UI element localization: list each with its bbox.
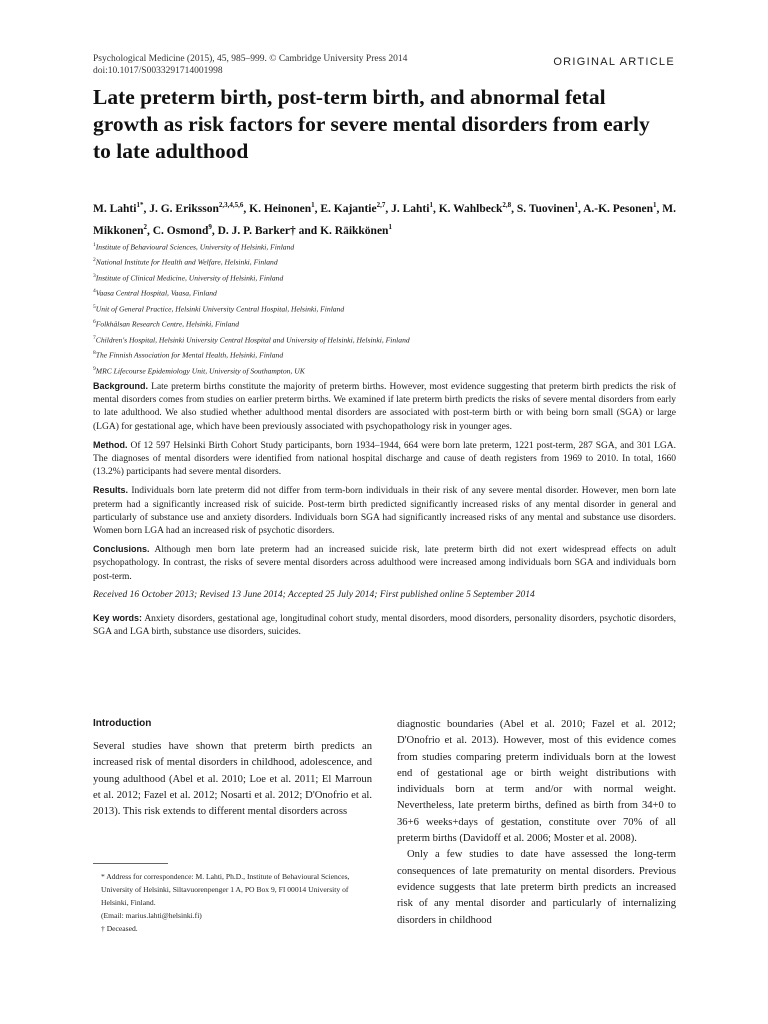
results-heading: Results. <box>93 485 129 496</box>
journal-citation <box>93 53 407 77</box>
body-column-left <box>93 717 372 820</box>
author-name: M. Mikkonen <box>93 202 677 237</box>
body-column-right <box>397 717 676 929</box>
affiliation-item <box>93 332 693 347</box>
author-affiliation-sup: 1* <box>136 201 144 209</box>
author-name: K. Wahlbeck <box>438 202 503 215</box>
author-name: K. Heinonen <box>249 202 312 215</box>
affiliation-number: 8 <box>93 350 96 357</box>
introduction-heading: Introduction <box>93 718 152 729</box>
affiliation-number: 3 <box>93 272 96 279</box>
author-affiliation-sup: 2,3,4,5,6 <box>218 201 244 209</box>
author-affiliation-sup: 1 <box>429 201 433 209</box>
author-affiliation-sup: 2 <box>143 222 147 231</box>
article-type-label: ORIGINAL ARTICLE <box>553 56 675 68</box>
intro-paragraph-2: Only a few studies to date have assessed the long-term consequences of late prematurity on mental disorders. Previous evidence suggests that late preterm birth predicts an increased risk of any mental disorder and particularly of internalizing disorders in childhood <box>397 849 676 926</box>
method-text: Of 12 597 Helsinki Birth Cohort Study participants, born 1934–1944, 664 were born late preterm, 1221 post-term, 287 SGA, and 301 LGA. The diagnoses of mental disorders were identified from national hospital discharge and cause of death registers from 1969 to 2010. In total, 1660 (13.2%) participants had severe mental disorders. <box>93 440 676 478</box>
conclusions-text: Although men born late preterm had an increased suicide risk, late preterm birth did not exert widespread effects on adult psychopathology. In contrast, the risks of severe mental disorders across adulthood were increased among individuals born SGA and individuals born post-term. <box>93 545 676 582</box>
abstract-background <box>93 380 676 434</box>
received-dates: Received 16 October 2013; Revised 13 June 2014; Accepted 25 July 2014; First published online 5 September 2014 <box>93 589 535 600</box>
author-affiliation-sup: 1 <box>311 201 315 209</box>
affiliation-text: Folkhälsan Research Centre, Helsinki, Finland <box>95 319 240 329</box>
abstract-results <box>93 484 676 538</box>
affiliation-number: 9 <box>93 365 96 372</box>
affiliation-text: The Finnish Association for Mental Health, Helsinki, Finland <box>95 350 284 360</box>
author-name: E. Kajantie <box>320 202 377 215</box>
author-name: J. G. Eriksson <box>149 202 219 215</box>
author-affiliation-sup: 9 <box>208 222 212 231</box>
affiliation-text: MRC Lifecourse Epidemiology Unit, University of Southampton, UK <box>95 366 305 376</box>
abstract-method <box>93 439 676 480</box>
affiliation-number: 7 <box>93 334 96 341</box>
author-name: M. Lahti <box>93 202 137 215</box>
affiliation-text: Institute of Behavioural Sciences, University of Helsinki, Finland <box>95 242 295 252</box>
author-name: J. Lahti <box>391 202 430 215</box>
affiliation-number: 5 <box>93 303 96 310</box>
abstract <box>93 380 676 644</box>
keywords-heading: Key words: <box>93 613 142 624</box>
intro-paragraph-1-cont: diagnostic boundaries (Abel et al. 2010; Fazel et al. 2012; D'Onofrio et al. 2013). However, most of this evidence comes from studies comparing preterm individuals born at the lowest end of gestational age or birth weight distributions with individuals born at term and/or with normal weight. Nevertheless, late preterm births, defined as birth from 34+0 to 36+6 weeks+days of gestation, constitute over 70% of all preterm births (Davidoff et al. 2006; Moster et al. 2008). <box>397 719 676 845</box>
article-title: Late preterm birth, post-term birth, and abnormal fetal growth as risk factors for severe mental disorders from early to late adulthood <box>93 85 650 163</box>
affiliation-text: Unit of General Practice, Helsinki University Central Hospital, Helsinki, Finland <box>95 304 345 314</box>
footnote-divider <box>93 863 168 864</box>
author-name: D. J. P. Barker† <box>217 224 296 237</box>
affiliation-text: National Institute for Health and Welfare, Helsinki, Finland <box>95 257 278 267</box>
affiliation-item <box>93 316 693 331</box>
keywords-text: Anxiety disorders, gestational age, longitudinal cohort study, mental disorders, mood disorders, personality disorders, psychotic disorders, SGA and LGA birth, substance use disorders, suicides. <box>93 614 677 638</box>
footnotes <box>93 870 372 935</box>
author-list: M. Lahti$^{1*}$, J. G. Eriksson$^{2,3,4,5,6}$, K. Heinonen$^1$, E. Kajantie$^{2,7}$, J. Lahti$^1$, K. Wahlbeck$^{2,8}$, S. Tuovinen$^1$, A.-K. Pesonen$^1$, M. Mikkonen$^2$, C. Osmond$^9$, D. J. P. Barker† and K. Räikkönen$^1$ <box>93 201 677 237</box>
conclusions-heading: Conclusions. <box>93 544 150 555</box>
affiliation-text: Institute of Clinical Medicine, University of Helsinki, Finland <box>95 273 284 283</box>
background-heading: Background. <box>93 381 149 391</box>
keywords <box>93 612 676 639</box>
affiliation-text: Children's Hospital, Helsinki University Central Hospital and University of Helsinki, Helsinki, Finland <box>95 335 410 345</box>
abstract-conclusions <box>93 543 676 584</box>
author-name: K. Räikkönen <box>320 224 389 237</box>
affiliation-number: 2 <box>93 257 96 264</box>
affiliation-item <box>93 239 693 254</box>
background-text: Late preterm births constitute the majority of preterm births. However, most evidence suggesting that preterm birth predicts the risk of mental disorders comes from studies on earlier preterm births. We examined if late preterm birth predicts the risks of severe mental disorders from early to late adulthood. We also studied whether adulthood mental disorders are associated with post-term birth or with being born small (SGA) or large (LGA) for gestational age, which have been previously associated with psychopathology risk in younger ages. <box>93 382 676 432</box>
affiliation-list <box>93 239 693 378</box>
affiliation-item <box>93 363 693 378</box>
email-note: (Email: marius.lahti@helsinki.fi) <box>101 911 202 921</box>
author-affiliation-sup: 1 <box>388 222 392 231</box>
author-name: C. Osmond <box>152 224 209 237</box>
affiliation-number: 1 <box>93 242 96 248</box>
doi: doi:10.1017/S0033291714001998 <box>93 66 223 76</box>
intro-paragraph-1: Several studies have shown that preterm birth predicts an increased risk of mental disorders in childhood, adolescence, and young adulthood (Abel et al. 2010; Loe et al. 2011; El Marroun et al. 2012; Fazel et al. 2012; Nosarti et al. 2012; D'Onofrio et al. 2013). This risk extends to different mental disorders across <box>93 741 372 818</box>
affiliation-number: 4 <box>93 288 96 295</box>
author-affiliation-sup: 1 <box>653 201 657 209</box>
affiliation-number: 6 <box>93 319 96 326</box>
results-text: Individuals born late preterm did not differ from term-born individuals in their risk of any severe mental disorder. However, men born late preterm had a significantly increased risk of suicide. Post-term birth predicted significantly increased risks of any mental disorder in general and particularly of substance use and anxiety disorders. Individuals born SGA had significantly increased risks of any mental and substance use disorders. Women born LGA had an increased risk of psychotic disorders. <box>93 486 677 537</box>
affiliation-item <box>93 254 693 269</box>
author-affiliation-sup: 2,7 <box>376 201 386 209</box>
author-name: A.-K. Pesonen <box>583 202 654 215</box>
method-heading: Method. <box>93 439 128 450</box>
affiliation-item <box>93 347 693 362</box>
affiliation-text: Vaasa Central Hospital, Vaasa, Finland <box>95 288 217 298</box>
deceased-note: † Deceased. <box>101 924 138 934</box>
author-name: S. Tuovinen <box>516 202 575 215</box>
affiliation-item <box>93 301 693 316</box>
author-affiliation-sup: 2,8 <box>502 201 512 209</box>
journal-line: Psychological Medicine (2015), 45, 985–999. © Cambridge University Press 2014 <box>93 54 408 64</box>
affiliation-item <box>93 270 693 285</box>
correspondence-note: * Address for correspondence: M. Lahti, Ph.D., Institute of Behavioural Sciences, University of Helsinki, Siltavuorenpenger 1 A, PO Box 9, FI 00014 University of Helsinki, Finland. <box>101 872 350 908</box>
author-affiliation-sup: 1 <box>574 201 578 209</box>
affiliation-item <box>93 285 693 300</box>
